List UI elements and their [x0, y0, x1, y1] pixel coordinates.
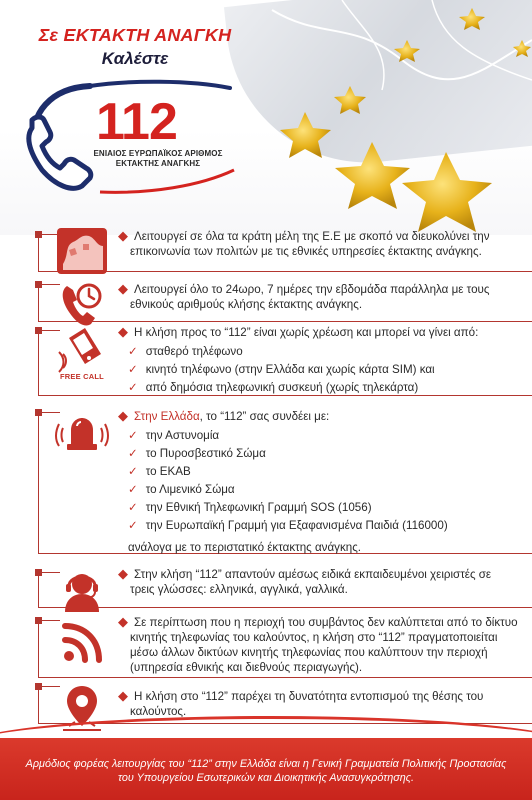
info-row-roaming	[0, 614, 532, 686]
footer-text: Αρμόδιος φορέας λειτουργίας του “112” στην Ελλάδα είναι η Γενική Γραμματεία Πολιτικής Προστασίας του Υπουργείου Εσωτερικών και Διοικητικής Ανασυγκρότησης.	[25, 758, 507, 784]
info-row-text: ◆ Η κλήση στο “112” παρέχει τη δυνατότητα εντοπισμού της θέσης του καλούντος.	[118, 688, 484, 718]
logo-caption-line1: ΕΝΙΑΙΟΣ ΕΥΡΩΠΑΪΚΟΣ ΑΡΙΘΜΟΣ	[93, 149, 223, 158]
info-row-operators	[0, 566, 532, 616]
list-item: ✓ την Αστυνομία	[128, 428, 220, 442]
star-icon	[513, 40, 531, 57]
operator-headset-icon	[55, 564, 109, 618]
info-row-eu	[0, 228, 532, 280]
mobile-phone-icon	[55, 324, 109, 378]
list-item: ✓ το Πυροσβεστικό Σώμα	[128, 446, 266, 460]
row-services-text: , το “112” σας συνδέει με:	[199, 410, 330, 423]
services-list	[128, 426, 518, 534]
page-title: Σε ΕΚΤΑΚΤΗ ΑΝΑΓΚΗ	[38, 25, 232, 45]
list-item: ✓ την Ευρωπαϊκή Γραμμή για Εξαφανισμένα Παιδιά (116000)	[128, 518, 448, 532]
info-row-text: ◆ Λειτουργεί σε όλα τα κράτη μέλη της Ε.Ε με σκοπό να διευκολύνει την επικοινωνία των πολιτών με τις εθνικές υπηρεσίες έκτακτης ανάγκης.	[118, 228, 490, 258]
row-operators-text: Στην κλήση “112” απαντούν αμέσως ειδικά εκπαιδευμένοι χειριστές σε τρεις γλώσσες: ελληνικά, αγγλικά, γαλλικά.	[130, 568, 492, 596]
info-row-text: ◆ Λειτουργεί όλο το 24ωρο, 7 ημέρες την εβδομάδα παράλληλα με τους εθνικούς αριθμούς κλήσης έκτακτης ανάγκης.	[118, 281, 490, 311]
free-call-label: FREE CALL	[60, 372, 104, 381]
info-row-24h	[0, 278, 532, 330]
eu-stars-decoration	[232, 0, 532, 235]
info-row-text: ◆ Σε περίπτωση που η περιοχή του συμβάντος δεν καλύπτεται από το δίκτυο κινητής τηλεφωνίας του καλούντος, η κλήση στο “112” πραγματοποιείται μέσω άλλων δικτύων κινητής τηλεφωνίας που καλύπτουν την περιοχή (υπηρεσία εθνικής και διεθνούς περιαγωγής).	[118, 614, 518, 674]
logo-number-112: 112	[96, 93, 177, 151]
signal-icon	[55, 616, 109, 670]
free-call-list	[128, 342, 518, 396]
row-eu-text: Λειτουργεί σε όλα τα κράτη μέλη της Ε.Ε με σκοπό να διευκολύνει την επικοινωνία των πολιτών με τις εθνικές υπηρεσίες έκτακτης ανάγκης.	[130, 230, 490, 258]
info-row-free-call	[0, 324, 532, 404]
eu-map-icon	[55, 224, 109, 278]
logo-caption-line2: ΕΚΤΑΚΤΗΣ ΑΝΑΓΚΗΣ	[115, 159, 201, 168]
siren-icon	[55, 406, 109, 460]
star-icon	[394, 40, 420, 62]
list-item: ✓ το Λιμενικό Σώμα	[128, 482, 235, 496]
info-row-text: ◆ Στην κλήση “112” απαντούν αμέσως ειδικά εκπαιδευμένοι χειριστές σε τρεις γλώσσες: ελληνικά, αγγλικά, γαλλικά.	[118, 566, 492, 596]
info-row-text: ◆ Στην Ελλάδα, το “112” σας συνδέει με: ✓ την Αστυνομία ✓ το Πυροσβεστικό Σώμα ✓ το ΕΚΑΒ ✓ το Λιμενικό Σώμα ✓ την Εθνική Τηλεφωνική Γραμμή SOS (1056) ✓ την Ευρωπαϊκή Γραμμή για Εξαφανισμένα Παιδιά (116000) ανάλογα με το περιστατικό έκτακτης ανάγκης.	[118, 408, 518, 555]
star-icon	[402, 152, 492, 232]
star-icon	[459, 8, 485, 30]
services-footnote: ανάλογα με το περιστατικό έκτακτης ανάγκης.	[128, 541, 362, 554]
row-free-call-text: Η κλήση προς το “112” είναι χωρίς χρέωση και μπορεί να γίνει από:	[134, 326, 479, 339]
greece-highlight: Στην Ελλάδα	[134, 410, 200, 423]
row-24h-text: Λειτουργεί όλο το 24ωρο, 7 ημέρες την εβδομάδα παράλληλα με τους εθνικούς αριθμούς κλήσης έκτακτης ανάγκης.	[130, 283, 490, 311]
page-subtitle: Καλέστε	[101, 49, 169, 68]
list-item: ✓ την Εθνική Τηλεφωνική Γραμμή SOS (1056)	[128, 500, 372, 514]
info-row-services	[0, 406, 532, 562]
list-item: ✓ σταθερό τηλέφωνο	[128, 344, 243, 358]
row-location-text: Η κλήση στο “112” παρέχει τη δυνατότητα εντοπισμού της θέσης του καλούντος.	[130, 690, 484, 718]
list-item: ✓ κινητό τηλέφωνο (στην Ελλάδα και χωρίς κάρτα SIM) και	[128, 362, 435, 376]
row-roaming-text: Σε περίπτωση που η περιοχή του συμβάντος δεν καλύπτεται από το δίκτυο κινητής τηλεφωνίας του καλούντος, η κλήση στο “112” πραγματοποιείται μέσω άλλων δικτύων κινητής τηλεφωνίας που καλύπτουν την περιοχή (υπηρεσία εθνικής και διεθνούς περιαγωγής).	[130, 616, 518, 674]
info-row-text: ◆ Η κλήση προς το “112” είναι χωρίς χρέωση και μπορεί να γίνει από: ✓ σταθερό τηλέφωνο ✓ κινητό τηλέφωνο (στην Ελλάδα και χωρίς κάρτα SIM) και ✓ από δημόσια τηλεφωνική συσκευή (χωρίς τηλεκάρτα)	[118, 324, 518, 396]
star-icon	[335, 142, 410, 209]
star-icon	[280, 112, 331, 158]
star-icon	[334, 86, 366, 114]
list-item: ✓ το ΕΚΑΒ	[128, 464, 191, 478]
list-item: ✓ από δημόσια τηλεφωνική συσκευή (χωρίς τηλεκάρτα)	[128, 380, 419, 394]
